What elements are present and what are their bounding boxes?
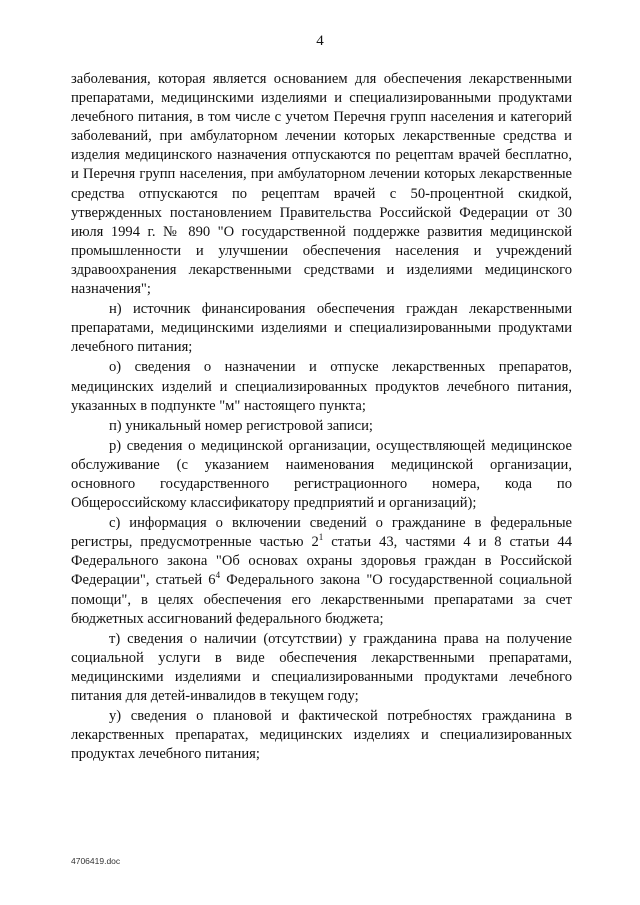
paragraph-u: у) сведения о плановой и фактической потребностях гражданина в лекарственных препаратах, медицинских изделиях и специализированных продуктах лечебного питания; (71, 708, 572, 763)
paragraph-n: н) источник финансирования обеспечения граждан лекарственными препаратами, медицинскими изделиями и специализированными продуктами лечебного питания; (71, 301, 572, 356)
paragraph-s-part2: статьи 43, частями 4 и 8 статьи 44 Федерального закона "Об основах охраны здоровья граждан в Российской Федерации", статьей 6 (71, 534, 572, 589)
paragraph-t: т) сведения о наличии (отсутствии) у гражданина права на получение социальной услуги в виде обеспечения лекарственными препаратами, медицинскими изделиями и специализированными продуктами лечебного питания для детей-инвалидов в текущем году; (71, 630, 572, 704)
superscript-4: 4 (215, 570, 221, 581)
document-footer: 4706419.doc (71, 856, 121, 866)
page-number: 4 (316, 33, 324, 49)
paragraph-s-part3: Федерального закона "О государственной социальной помощи", в целях обеспечения его лекарственными препаратами за счет бюджетных ассигнований федерального бюджета; (71, 572, 572, 627)
superscript-1: 1 (318, 532, 324, 543)
paragraph-o: о) сведения о назначении и отпуске лекарственных препаратов, медицинских изделий и специализированных продуктов лечебного питания, указанных в подпункте "м" настоящего пункта; (71, 359, 572, 414)
paragraph-continuation: заболевания, которая является основанием для обеспечения лекарственными препаратами, медицинскими изделиями и специализированными продуктами лечебного питания, в том числе с учетом Перечня групп населения и категорий заболеваний, при амбулаторном лечении которых лекарственные средства и изделия медицинского назначения отпускаются по рецептам врачей бесплатно, и Перечня групп населения, при амбулаторном лечении которых лекарственные средства отпускаются по рецептам врачей с 50-процентной скидкой, утвержденных постановлением Правительства Российской Федерации от 30 июля 1994 г. № 890 "О государственной поддержке развития медицинской промышленности и улучшении обеспечения населения и учреждений здравоохранения лекарственными средствами и изделиями медицинского назначения"; (71, 71, 572, 298)
paragraph-s-part1: с) информация о включении сведений о гражданине в федеральные регистры, предусмотренные частью 2 (71, 515, 572, 551)
paragraph-p: п) уникальный номер регистровой записи; (109, 417, 373, 434)
paragraph-r: р) сведения о медицинской организации, осуществляющей медицинское обслуживание (с указанием наименования медицинской организации, основного государственного регистрационного номера, кода по Общероссийскому классификатору предприятий и организаций); (71, 437, 572, 512)
paragraph-s (71, 514, 572, 629)
document-body (71, 70, 572, 764)
